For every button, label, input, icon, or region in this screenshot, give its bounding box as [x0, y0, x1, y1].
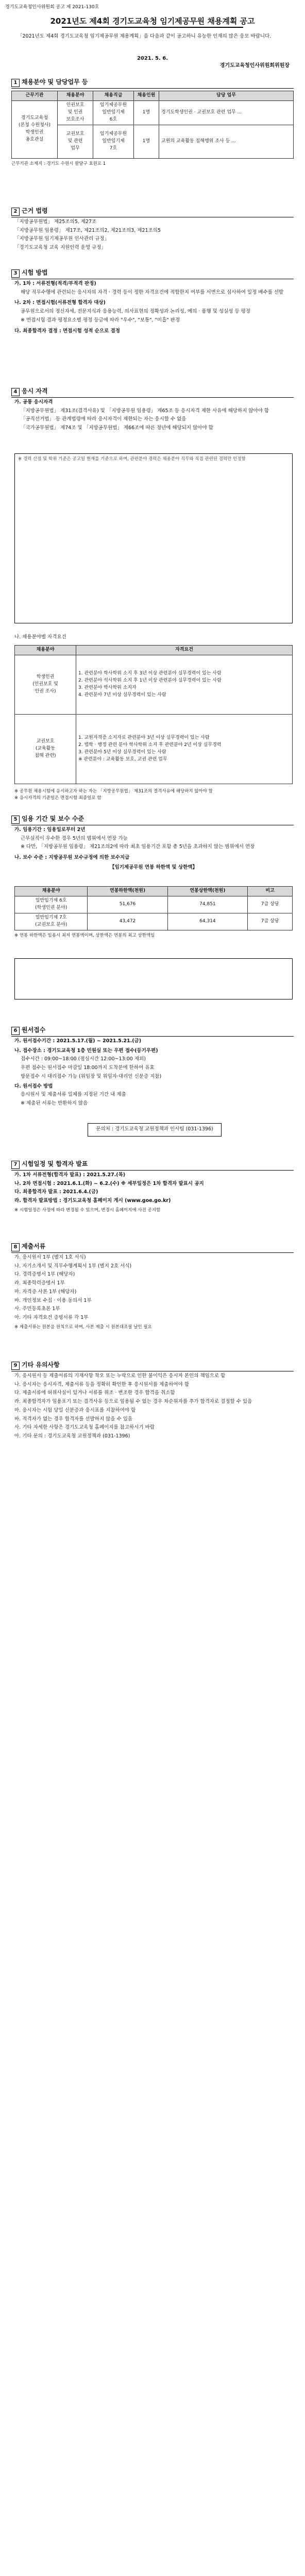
- list-item: 응시원서 및 제출서류 일체를 지정된 기간 내 제출: [21, 1092, 126, 1098]
- table-cell: 일반임기제 7호 (교권보호 분야): [15, 913, 88, 930]
- list-item: 라. 합격자 발표방법 : 경기도교육청 홈페이지 게시 (www.goe.go.kr): [14, 1198, 171, 1204]
- list-item: 바. 개인정보 수집 · 이용 동의서 1부: [14, 1297, 92, 1303]
- list-item: 가. 1차 : 서류전형(적격/부적격 판정): [14, 281, 96, 286]
- list-item: 아. 기타 자격요건 증빙서류 각 1부: [14, 1315, 89, 1321]
- column-header: 연봉상한액(천원): [167, 887, 247, 896]
- column-header: 비고: [248, 887, 293, 896]
- section-number: 7: [11, 1161, 20, 1169]
- note-line: ※ 공무원 채용시험에 응시하고자 하는 자는 「지방공무원법」 제31조의 결격사유에 해당하지 않아야 함: [14, 789, 213, 794]
- contact-box: 문의처 : 경기도교육청 교원정책과 인사팀 (031-1396): [88, 1123, 222, 1137]
- list-item: 마. 자격증 사본 1부 (해당자): [14, 1289, 77, 1295]
- list-item: 방문접수 시 대리접수 가능 (위임장 및 위임자·대리인 신분증 지참): [21, 1073, 162, 1079]
- list-item: 근무실적이 우수한 경우 5년의 범위에서 연장 가능: [21, 835, 128, 841]
- law-list: [14, 218, 293, 253]
- salary-info-box: [14, 958, 293, 999]
- table-cell: 교권보호 (교육활동 침해 관련): [15, 714, 76, 784]
- note-line: ※ 시험일정은 사정에 따라 변경될 수 있으며, 변경시 홈페이지에 사전 공지함: [14, 1207, 161, 1213]
- table-cell: 교원의 교육활동 침해행위 조사 등 ...: [159, 125, 294, 158]
- schedule-list: [14, 1172, 293, 1215]
- list-item: ※ 면접시험 결과 평정요소별 평정 등급에 따라 "우수", "보통", "미흡" 판정: [21, 317, 180, 323]
- section-number: 2: [11, 208, 20, 216]
- section-title: 시험일정 및 합격자 발표: [22, 1160, 88, 1167]
- section-number: 3: [11, 269, 20, 278]
- box-text: ※ 경력 산정 및 학위 기준은 공고일 현재를 기준으로 하며, 관련분야 경력은 채용분야 직무와 직접 관련된 경력만 인정함: [18, 456, 246, 462]
- qualification-common: [14, 399, 293, 433]
- column-header: 채용분야: [15, 646, 76, 655]
- note-line: ※ 응시자격의 기준일은 면접시험 최종일로 함: [14, 795, 101, 801]
- table-cell: 일반임기제 6호 (학생인권 분야): [15, 896, 88, 913]
- list-item: 다. 최종합격자 발표 : 2021.6.4.(금): [14, 1189, 98, 1195]
- column-header: 채용직급: [93, 91, 134, 101]
- column-header: 담당 업무: [159, 91, 294, 101]
- table-cell: 1명: [134, 125, 159, 158]
- column-header: 채용분야: [15, 887, 88, 896]
- table-row: [15, 913, 293, 930]
- section-number: 9: [11, 1362, 20, 1370]
- list-item: 접수시간 : 09:00~18:00 (점심시간 12:00~13:00 제외): [21, 1056, 146, 1062]
- section-number: 1: [11, 79, 20, 87]
- table-cell: 43,472: [88, 913, 167, 930]
- column-header: 채용분야: [58, 91, 93, 101]
- table-header-row: [15, 887, 293, 896]
- table-cell: 학생인권 (인권보호 및 인권 조사): [15, 655, 76, 714]
- list-item: 가. 응시원서 등 제출서류의 기재사항 착오 또는 누락으로 인한 불이익은 응시자 본인의 책임으로 함: [14, 1373, 226, 1379]
- table-cell: 1. 관련분야 학사학위 소지 후 3년 이상 관련분야 실무경력이 있는 사람 2. 관련분야 석사학위 소지 후 1년 이상 관련분야 실무경력이 있는 사람 3. 관련분야 박사학위 소지자 4. 관련분야 7년 이상 실무경력이 있는 사람: [76, 655, 293, 714]
- list-item: 바. 적격자가 없는 경우 합격자를 선발하지 않을 수 있음: [14, 1416, 133, 1422]
- list-item: 다. 최종합격자 결정 : 면접시험 성적 순으로 결정: [14, 328, 120, 334]
- table-cell: 경기도학생인권 · 교권보호 관련 업무 ...: [159, 100, 294, 125]
- documents-list: [14, 1254, 293, 1332]
- list-item: 다. 경력증명서 1부 (해당자): [14, 1272, 75, 1278]
- section-3-heading: [11, 268, 294, 279]
- table-cell: 7급 상당: [248, 896, 293, 913]
- intro-text: 「2021년도 제4회 경기도교육청 임기제공무원 채용계획」을 다음과 같이 공고하니 유능한 인재의 많은 응모 바랍니다.: [18, 33, 272, 39]
- table-row: [15, 714, 293, 784]
- list-item: 「경기도교육청 교육 지원인력 운영 규정」: [14, 245, 106, 251]
- list-item: 가. 1차 서류전형(합격자 발표) : 2021.5.27.(목): [14, 1172, 126, 1178]
- list-item: 「지방공무원법」 제31조(결격사유) 및 「지방공무원 임용령」 제65조 등 응시자격 제한 사유에 해당하지 않아야 함: [21, 408, 269, 414]
- location-note: 근무기관 소재지 : 경기도 수원시 팔달구 효원로 1: [11, 161, 106, 166]
- list-item: 우편 접수는 원서접수 마감일 18:00까지 도착분에 한하여 유효: [21, 1065, 155, 1071]
- section-4-heading: [11, 386, 294, 398]
- table-title: 【임기제공무원 연봉 하한액 및 상한액】: [110, 864, 197, 870]
- list-item: 나. 응시자는 응시자격, 제출서류 등을 정확히 확인한 후 응시원서를 제출하여야 함: [14, 1381, 190, 1387]
- section-8-heading: [11, 1242, 294, 1253]
- subheading: 가. 원서접수기간 : 2021.5.17.(월) ~ 2021.5.21.(금): [14, 1038, 142, 1044]
- qualification-table: [14, 645, 293, 784]
- notices-list: [14, 1372, 293, 1442]
- issuing-office: 경기도교육청인사위원회위원장: [219, 63, 290, 69]
- section-1-heading: [11, 77, 294, 89]
- section-9-heading: [11, 1360, 294, 1371]
- section-7-heading: [11, 1159, 294, 1171]
- notice-number: 경기도교육청인사위원회 공고 제 2021-130호: [5, 5, 99, 10]
- list-item: 「지방공무원법」 제25조의5, 제27조: [14, 219, 97, 225]
- page-title: 2021년도 제4회 경기도교육청 임기제공무원 채용계획 공고: [50, 16, 255, 26]
- table-cell: 7급 상당: [248, 913, 293, 930]
- table-row: [12, 100, 294, 125]
- table-cell: 51,676: [88, 896, 167, 913]
- subheading: 다. 원서접수 방법: [14, 1083, 53, 1089]
- announcement-date: 2021. 5. 6.: [137, 56, 168, 61]
- qualification-box: [14, 453, 293, 623]
- table-header-row: [12, 91, 294, 101]
- list-item: 가. 응시원서 1부 (별지 1호 서식): [14, 1255, 86, 1260]
- note-line: ※ 제출서류는 원본을 원칙으로 하며, 사본 제출 시 원본대조필 날인 필요: [14, 1324, 152, 1330]
- table-cell: 74,851: [167, 896, 247, 913]
- salary-table: [14, 886, 293, 939]
- exam-method-list: [14, 280, 293, 336]
- table-cell: 임기제공무원 일반임기제 6호: [93, 100, 134, 125]
- table-cell: 경기도교육청 (본청 수원청사) 학생인권 옹호관실: [12, 100, 58, 158]
- section-title: 임용 기간 및 보수 수준: [22, 815, 84, 822]
- subheading: 가. 임용기간 : 임용일로부터 2년: [14, 827, 86, 833]
- section-title: 원서접수: [22, 1026, 46, 1033]
- section-number: 5: [11, 816, 20, 824]
- table-cell: 인권보호 및 인권 보호조사: [58, 100, 93, 125]
- table-header-row: [15, 646, 293, 655]
- list-item: 나. 2차 면접시험 : 2021.6.1.(화) ~ 6.2.(수) ※ 세부일정은 1차 합격자 발표시 공지: [14, 1180, 204, 1187]
- salary-note: ※ 연봉 하한액은 임용시 최저 연봉액이며, 상한액은 연봉의 최고 상한액임: [14, 933, 155, 938]
- column-header: 자격요건: [76, 646, 293, 655]
- qualification-notes: [14, 788, 293, 802]
- section-title: 기타 유의사항: [22, 1361, 60, 1368]
- list-item: 나. 자기소개서 및 직무수행계획서 1부 (별지 2호 서식): [14, 1263, 132, 1269]
- section-2-heading: [11, 206, 294, 217]
- section-title: 시험 방법: [22, 269, 48, 276]
- section-number: 4: [11, 388, 20, 396]
- list-item: 공무원으로서의 정신자세, 전문지식과 응용능력, 의사표현의 정확성과 논리성, 예의 · 품행 및 성실성 등 평정: [21, 309, 250, 315]
- list-item: 라. 최종합격자가 임용포기 또는 결격사유 등으로 임용될 수 없는 경우 차순위자를 추가 합격자로 결정할 수 있음: [14, 1399, 252, 1405]
- list-item: 「지방공무원 임용령」 제17조, 제21조의2, 제21조의3, 제21조의5: [14, 227, 161, 233]
- table-cell: 임기제공무원 일반임기제 7호: [93, 125, 134, 158]
- list-item: 나. 2차 : 면접시험(서류전형 합격자 대상): [14, 300, 106, 306]
- table-cell: 64,314: [167, 913, 247, 930]
- list-item: 해당 직무수행에 관련되는 응시자의 자격 · 경력 등이 정한 자격요건에 적합한지 여부를 서면으로 심사하여 일정 배수를 선발: [21, 289, 284, 295]
- list-item: 마. 응시자는 시험 당일 신분증과 응시표를 지참하여야 함: [14, 1407, 136, 1413]
- list-item: 사. 기타 자세한 사항은 경기도교육청 홈페이지를 참고하시기 바람: [14, 1425, 155, 1431]
- table-cell: 1. 교원자격증 소지자로 관련분야 3년 이상 실무경력이 있는 사람 2. 법학 · 행정 관련 분야 학사학위 소지 후 관련분야 2년 이상 실무경력 3. 관련분야 5년 이상 실무경력이 있는 사람 ※ 관련분야 : 교육활동 보호, 교권 관련 업무: [76, 714, 293, 784]
- table-row: [15, 655, 293, 714]
- table-cell: 교권보호 및 관련 업무: [58, 125, 93, 158]
- list-item: 사. 주민등록초본 1부: [14, 1306, 60, 1312]
- column-header: 채용인원: [134, 91, 159, 101]
- subheading: 나. 접수장소 : 경기도교육청 1층 민원실 또는 우편 접수(등기우편): [14, 1047, 158, 1054]
- column-header: 근무기관: [12, 91, 58, 101]
- list-item: 「지방공무원 임기제공무원 인사관리 규정」: [14, 236, 110, 242]
- list-item: 아. 기타 문의 : 경기도교육청 교원정책과 (031-1396): [14, 1433, 130, 1439]
- section-number: 6: [11, 1027, 20, 1035]
- list-item: 「공직선거법」 등 관계법령에 따라 응시자격이 제한되는 자는 응시할 수 없음: [21, 416, 187, 422]
- title-divider: [62, 27, 243, 28]
- section-title: 응시 자격: [22, 387, 48, 395]
- section-5-heading: [11, 814, 294, 825]
- recruitment-table: [11, 91, 294, 167]
- section-number: 8: [11, 1243, 20, 1251]
- table-row: [15, 896, 293, 913]
- section-title: 제출서류: [22, 1243, 46, 1250]
- table-cell: 1명: [134, 100, 159, 125]
- section-title: 근거 법령: [22, 207, 48, 214]
- list-item: 「국가공무원법」 제74조 및 「지방공무원법」 제66조에 따른 정년에 해당되지 않아야 함: [21, 425, 213, 431]
- list-item: ※ 다만, 「지방공무원 임용령」 제21조의2에 따라 최초 임용기간 포함 총 5년을 초과하지 않는 범위에서 연장: [21, 844, 255, 850]
- list-item: 라. 최종학력증명서 1부: [14, 1280, 65, 1286]
- subheading: 나. 보수 수준 : 지방공무원 보수규정에 의한 보수지급: [14, 855, 130, 861]
- qualification-table-title: 나. 채용분야별 자격요건: [14, 634, 66, 640]
- list-item: ※ 제출된 서류는 반환하지 않음: [21, 1100, 88, 1107]
- section-title: 채용분야 및 담당업무 등: [22, 78, 88, 86]
- application-section: [14, 1038, 293, 1109]
- list-item: 다. 제출서류에 허위사실이 있거나 서류를 위조 · 변조한 경우 합격을 취소함: [14, 1390, 175, 1396]
- section-6-heading: [11, 1025, 294, 1037]
- subheading: 가. 공통 응시자격: [14, 399, 53, 405]
- column-header: 연봉하한액(천원): [88, 887, 167, 896]
- term-section: [14, 826, 293, 873]
